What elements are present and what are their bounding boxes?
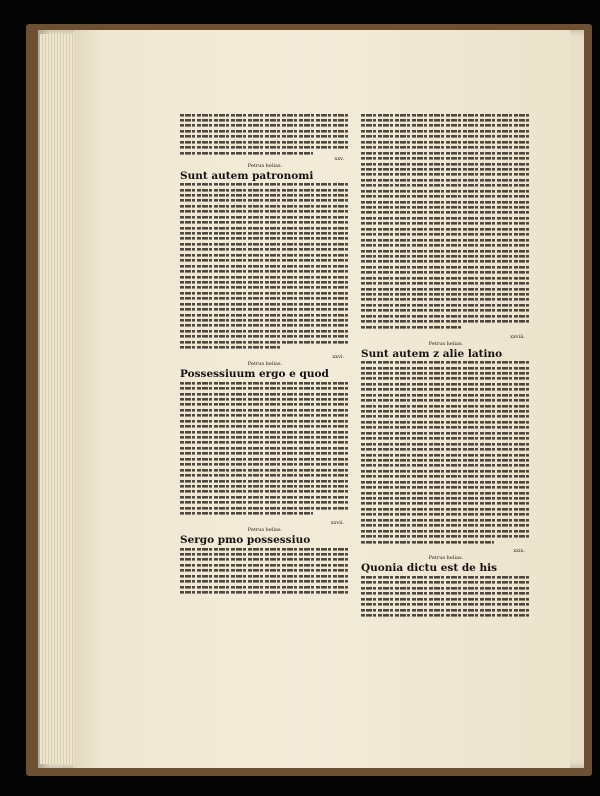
- section-heading: Quonia dictu est de his: [361, 562, 498, 575]
- section-heading: Sunt autem patronomi: [180, 169, 314, 182]
- chapter-numeral: xxv.: [334, 155, 344, 162]
- text-line: [180, 345, 282, 350]
- section-caption: Petrus helias.: [247, 162, 283, 169]
- text-line: [361, 612, 531, 617]
- text-line: [361, 324, 463, 329]
- section-heading: Possessiuum ergo e quod: [180, 368, 329, 381]
- text-line: [361, 539, 494, 544]
- section-heading: Sergo pmo possessiuo: [180, 534, 311, 546]
- right-text-column: [361, 112, 531, 672]
- section-heading: Sunt autem z alie latino: [361, 347, 503, 360]
- section-caption: Petrus helias.: [428, 340, 464, 347]
- text-line: [180, 590, 350, 595]
- left-text-column: [180, 112, 350, 672]
- chapter-numeral: xxvi.: [332, 354, 344, 361]
- section-caption: Petrus helias.: [247, 527, 283, 533]
- text-line: [180, 150, 313, 155]
- chapter-numeral: xxvii.: [330, 520, 344, 526]
- text-line: [180, 511, 313, 516]
- section-caption: Petrus helias.: [428, 555, 464, 562]
- section-caption: Petrus helias.: [247, 361, 283, 368]
- page-edges: [40, 34, 74, 764]
- chapter-numeral: xxix.: [513, 548, 525, 555]
- chapter-numeral: xxviii.: [510, 333, 525, 340]
